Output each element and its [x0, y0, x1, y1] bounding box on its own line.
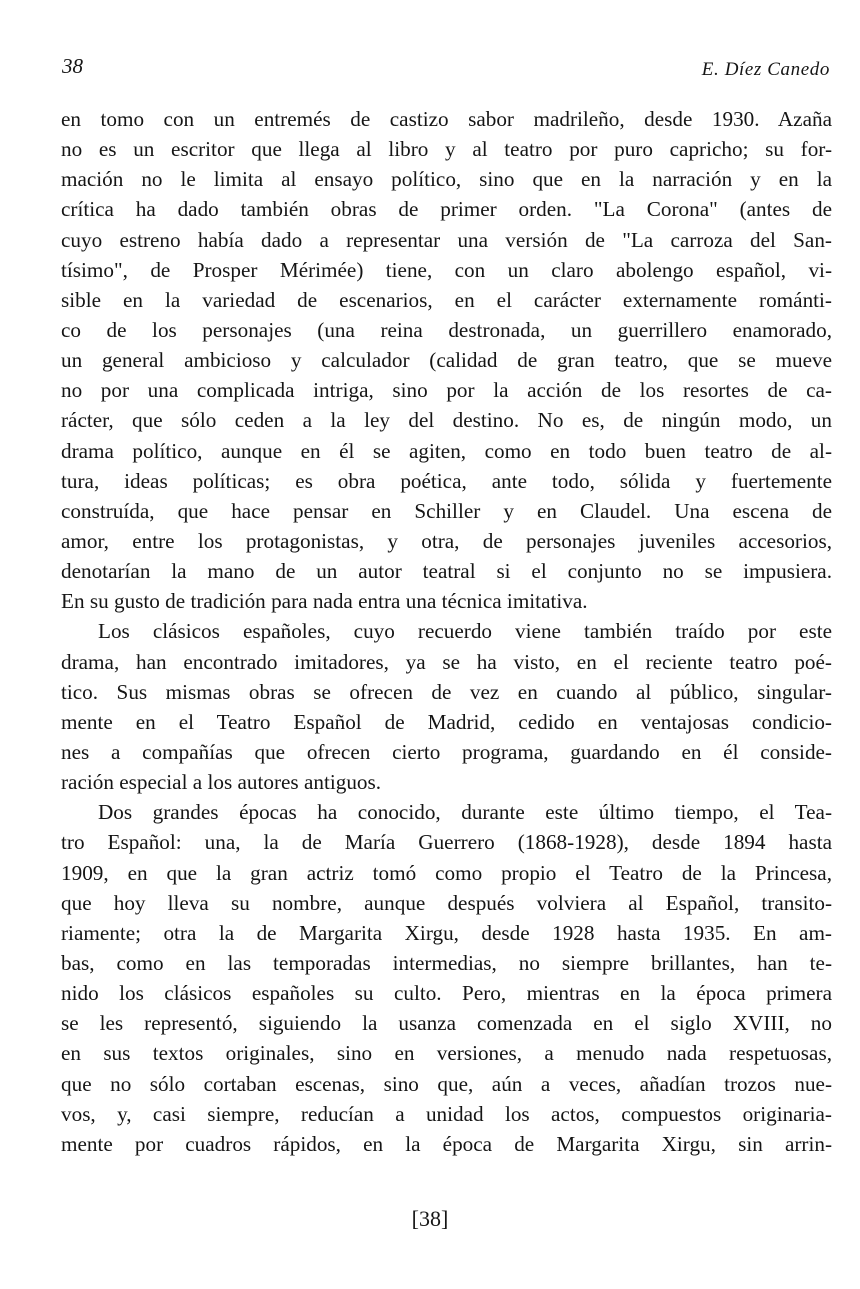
- text-line: cuyo estreno había dado a representar una versión de "La carroza del San-: [61, 227, 832, 252]
- text-line: amor, entre los protagonistas, y otra, de personajes juveniles accesorios,: [61, 528, 832, 553]
- text-line: mente por cuadros rápidos, en la época de Margarita Xirgu, sin arrin-: [61, 1131, 832, 1156]
- text-line: bas, como en las temporadas intermedias, no siempre brillantes, han te-: [61, 950, 832, 975]
- text-line: co de los personajes (una reina destronada, un guerrillero enamorado,: [61, 317, 832, 342]
- text-line: drama, han encontrado imitadores, ya se ha visto, en el reciente teatro poé-: [61, 649, 832, 674]
- text-line: que no sólo cortaban escenas, sino que, aún a veces, añadían trozos nue-: [61, 1071, 832, 1096]
- text-line: se les representó, siguiendo la usanza comenzada en el siglo XVIII, no: [61, 1011, 832, 1036]
- text-line: Dos grandes épocas ha conocido, durante este último tiempo, el Tea-: [98, 800, 832, 825]
- text-line: drama político, aunque en él se agiten, como en todo buen teatro de al-: [61, 438, 832, 463]
- text-line: no por una complicada intriga, sino por la acción de los resortes de ca-: [61, 378, 832, 403]
- text-line: tro Español: una, la de María Guerrero (1868-1928), desde 1894 hasta: [61, 830, 832, 855]
- text-line: vos, y, casi siempre, reducían a unidad los actos, compuestos originaria-: [61, 1101, 832, 1126]
- folio: [38]: [411, 1206, 449, 1231]
- text-line: mación no le limita al ensayo político, sino que en la narración y en la: [61, 167, 832, 192]
- text-line: un general ambicioso y calculador (calidad de gran teatro, que se mueve: [61, 348, 832, 373]
- paragraph: [61, 616, 832, 797]
- text-line: sible en la variedad de escenarios, en el carácter externamente románti-: [61, 287, 832, 312]
- text-line: crítica ha dado también obras de primer orden. "La Corona" (antes de: [61, 197, 832, 222]
- text-line: riamente; otra la de Margarita Xirgu, desde 1928 hasta 1935. En am-: [61, 920, 832, 945]
- text-line: ración especial a los autores antiguos.: [61, 770, 382, 795]
- text-line: no es un escritor que llega al libro y al teatro por puro capricho; su for-: [61, 137, 832, 162]
- text-line: En su gusto de tradición para nada entra una técnica imitativa.: [61, 589, 588, 614]
- text-line: que hoy lleva su nombre, aunque después volviera al Español, transito-: [61, 890, 832, 915]
- text-line: Los clásicos españoles, cuyo recuerdo viene también traído por este: [98, 619, 832, 644]
- text-line: en tomo con un entremés de castizo sabor madrileño, desde 1930. Azaña: [61, 107, 832, 131]
- paragraph: [61, 104, 832, 616]
- text-line: tico. Sus mismas obras se ofrecen de vez en cuando al público, singular-: [61, 679, 832, 704]
- text-line: construída, que hace pensar en Schiller y en Claudel. Una escena de: [61, 498, 832, 523]
- text-line: nido los clásicos españoles su culto. Pero, mientras en la época primera: [61, 981, 832, 1006]
- text-line: en sus textos originales, sino en versiones, a menudo nada respetuosas,: [61, 1041, 832, 1066]
- text-line: 1909, en que la gran actriz tomó como propio el Teatro de la Princesa,: [61, 860, 832, 885]
- text-line: tura, ideas políticas; es obra poética, ante todo, sólida y fuertemente: [61, 468, 832, 493]
- text-line: mente en el Teatro Español de Madrid, cedido en ventajosas condicio-: [61, 709, 832, 734]
- text-line: rácter, que sólo ceden a la ley del destino. No es, de ningún modo, un: [61, 408, 832, 433]
- text-line: tísimo", de Prosper Mérimée) tiene, con un claro abolengo español, vi-: [61, 257, 832, 282]
- page-number: 38: [62, 54, 83, 78]
- running-head: E. Díez Canedo: [701, 59, 830, 80]
- body-text: [61, 104, 832, 1159]
- text-line: denotarían la mano de un autor teatral si el conjunto no se impusiera.: [61, 559, 832, 584]
- paragraph: [61, 797, 832, 1159]
- text-line: nes a compañías que ofrecen cierto programa, guardando en él conside-: [61, 739, 832, 764]
